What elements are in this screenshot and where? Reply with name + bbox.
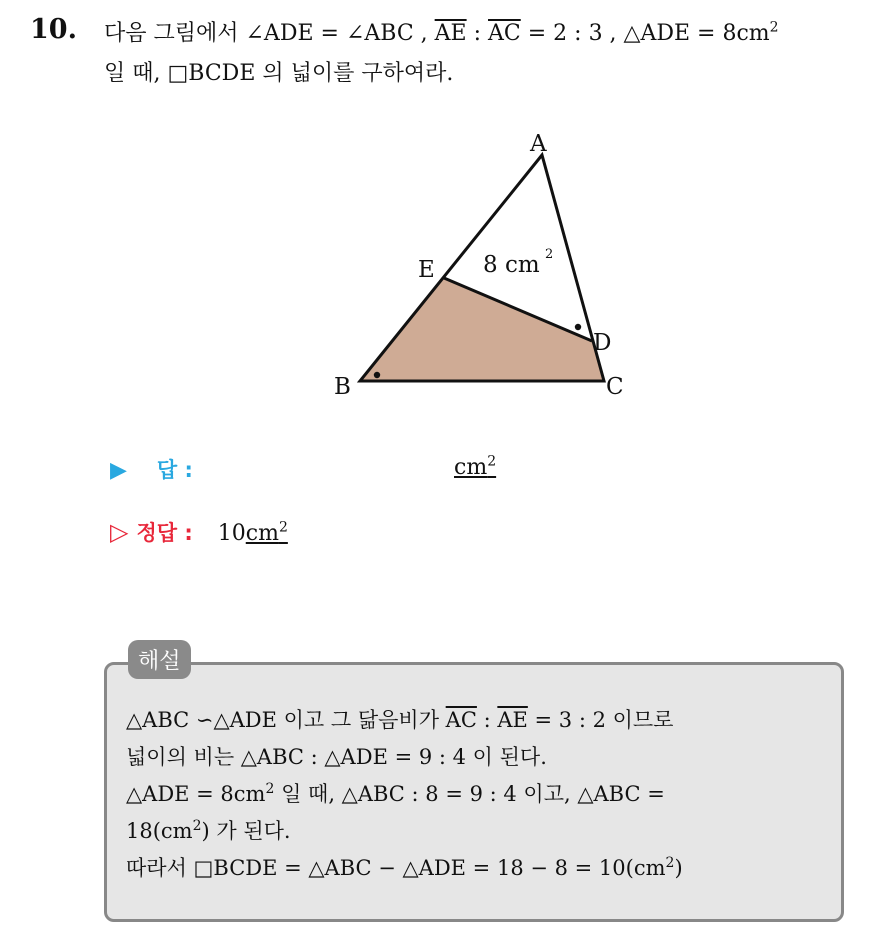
correct-label: 정답 : (136, 521, 193, 545)
answer-unit-sup: 2 (487, 454, 497, 470)
explanation-line-2: 넓이의 비는 △ABC : △ADE = 9 : 4 이 된다. (126, 745, 547, 769)
question-line-2: 일 때, □BCDE 의 넓이를 구하여라. (104, 61, 454, 86)
correct-answer-row (110, 517, 288, 547)
exp-l4-b: ) 가 된다. (201, 819, 291, 843)
exp-segment-ac: $\overline{AC}$ (445, 708, 477, 732)
explanation-line-3 (126, 778, 665, 808)
play-arrow-icon: ▶ (110, 458, 127, 483)
question-text-c: = 2 : 3 , △ADE = 8cm (520, 21, 770, 46)
angle-mark-d (575, 324, 581, 330)
answer-label: 답 : (156, 458, 193, 482)
segment-ac: $\overline{AC}$ (488, 21, 521, 46)
exp-l3-a: △ADE = 8cm (126, 782, 266, 806)
exp-l5-sup: 2 (665, 855, 675, 871)
answer-unit: $cm^2$ (454, 454, 497, 481)
area-label-sup: 2 (545, 247, 554, 262)
label-d: D (593, 330, 612, 356)
question-text-a: 다음 그림에서 ∠ADE = ∠ABC , (104, 21, 435, 46)
correct-value: 10 (217, 521, 246, 546)
exp-l5-a: 따라서 □BCDE = △ABC − △ADE = 18 − 8 = 10(cm (126, 856, 666, 880)
exp-l3-b: 일 때, △ABC : 8 = 9 : 4 이고, △ABC = (274, 782, 665, 806)
label-e: E (418, 257, 435, 283)
exp-l1-b: : (476, 708, 498, 732)
question-line-1 (104, 16, 779, 47)
outline-play-icon: ▷ (110, 518, 129, 546)
exp-segment-ae: $\overline{AE}$ (497, 708, 528, 732)
answer-unit-field (454, 454, 496, 480)
explanation-line-1 (126, 704, 673, 734)
exp-l4-sup: 2 (192, 818, 202, 834)
label-b: B (334, 374, 351, 400)
exp-l5-b: ) (674, 856, 683, 880)
exp-l1-c: = 3 : 2 이므로 (527, 708, 674, 732)
area-label: 8 cm (483, 252, 540, 278)
answer-row (110, 454, 193, 484)
label-c: C (606, 374, 624, 400)
correct-unit: $cm^2$ (245, 519, 288, 546)
question-number: 10. (30, 14, 77, 45)
explanation-tag: 해설 (128, 640, 191, 679)
exp-l4-a: 18(cm (126, 819, 193, 843)
explanation-line-4 (126, 815, 291, 845)
explanation-line-5 (126, 852, 683, 882)
question-sup: 2 (769, 19, 779, 36)
question-text-b: : (466, 21, 489, 46)
exp-l3-sup: 2 (265, 781, 275, 797)
segment-ae: $\overline{AE}$ (434, 21, 467, 46)
angle-mark-b (374, 372, 380, 378)
triangle-figure (330, 125, 650, 415)
exp-l1-a: △ABC ∽△ADE 이고 그 닮음비가 (126, 708, 446, 732)
correct-unit-sup: 2 (278, 519, 288, 536)
label-a: A (530, 131, 547, 157)
